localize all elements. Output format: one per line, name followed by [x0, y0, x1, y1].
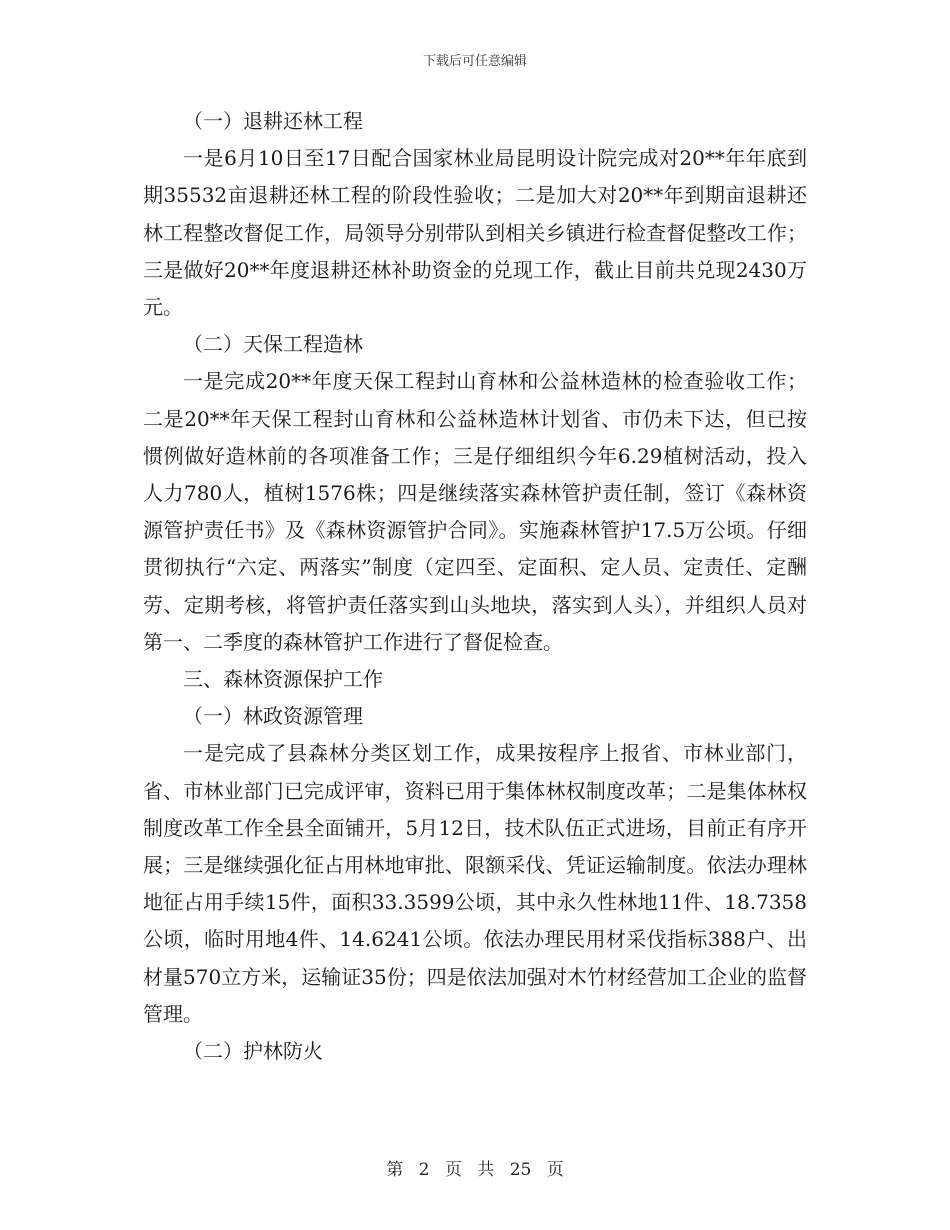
body-paragraph: 一是完成20**年度天保工程封山育林和公益林造林的检查验收工作；二是20**年天保工程封山育林和公益林造林计划省、市仍未下达，但已按惯例做好造林前的各项准备工作；三是仔细组织今年6.29植树活动，投入人力780人，植树1576株；四是继续落实森林管护责任制，签订《森林资源管护责任书》及《森林资源管护合同》。实施森林管护17.5万公顷。仔细贯彻执行“六定、两落实”制度（定四至、定面积、定人员、定责任、定酬劳、定期考核，将管护责任落实到山头地块，落实到人头），并组织人员对第一、二季度的森林管护工作进行了督促检查。 [143, 369, 807, 654]
section-heading-returning-farmland: （一）退耕还林工程 [183, 109, 363, 133]
section-heading-forest-administration: （一）林政资源管理 [183, 704, 363, 729]
footer-prefix: 第 [386, 1160, 404, 1180]
body-paragraph: 一是6月10日至17日配合国家林业局昆明设计院完成对20**年年底到期35532亩退耕还林工程的阶段性验收；二是加大对20**年到期亩退耕还林工程整改督促工作，局领导分别带队到相关乡镇进行检查督促整改工作；三是做好20**年度退耕还林补助资金的兑现工作，截止目前共兑现2430万元。 [143, 146, 807, 320]
section-heading-fire-prevention: （二）护林防火 [183, 1039, 323, 1064]
section-heading-natural-forest-protection: （二）天保工程造林 [183, 332, 363, 357]
footer-suffix: 页 [546, 1160, 564, 1180]
total-page-count: 25 [509, 1160, 532, 1180]
section-heading-forest-resource-protection: 三、森林资源保护工作 [183, 667, 383, 692]
footer-total-label: 共 [477, 1160, 495, 1180]
page-header: 下载后可任意编辑 [422, 54, 527, 69]
current-page-number: 2 [418, 1160, 430, 1180]
document-body [143, 103, 807, 1070]
page-footer [0, 1155, 950, 1180]
body-paragraph: 一是完成了县森林分类区划工作，成果按程序上报省、市林业部门，省、市林业部门已完成评审，资料已用于集体林权制度改革；二是集体林权制度改革工作全县全面铺开，5月12日，技术队伍正式进场，目前正有序开展；三是继续强化征占用林地审批、限额采伐、凭证运输制度。依法办理林地征占用手续15件，面积33.3599公顷，其中永久性林地11件、18.7358公顷，临时用地4件、14.6241公顷。依法办理民用材采伐指标388户、出材量570立方米，运输证35份；四是依法加强对木竹材经营加工企业的监督管理。 [143, 741, 807, 1026]
footer-page-word: 页 [444, 1160, 462, 1180]
